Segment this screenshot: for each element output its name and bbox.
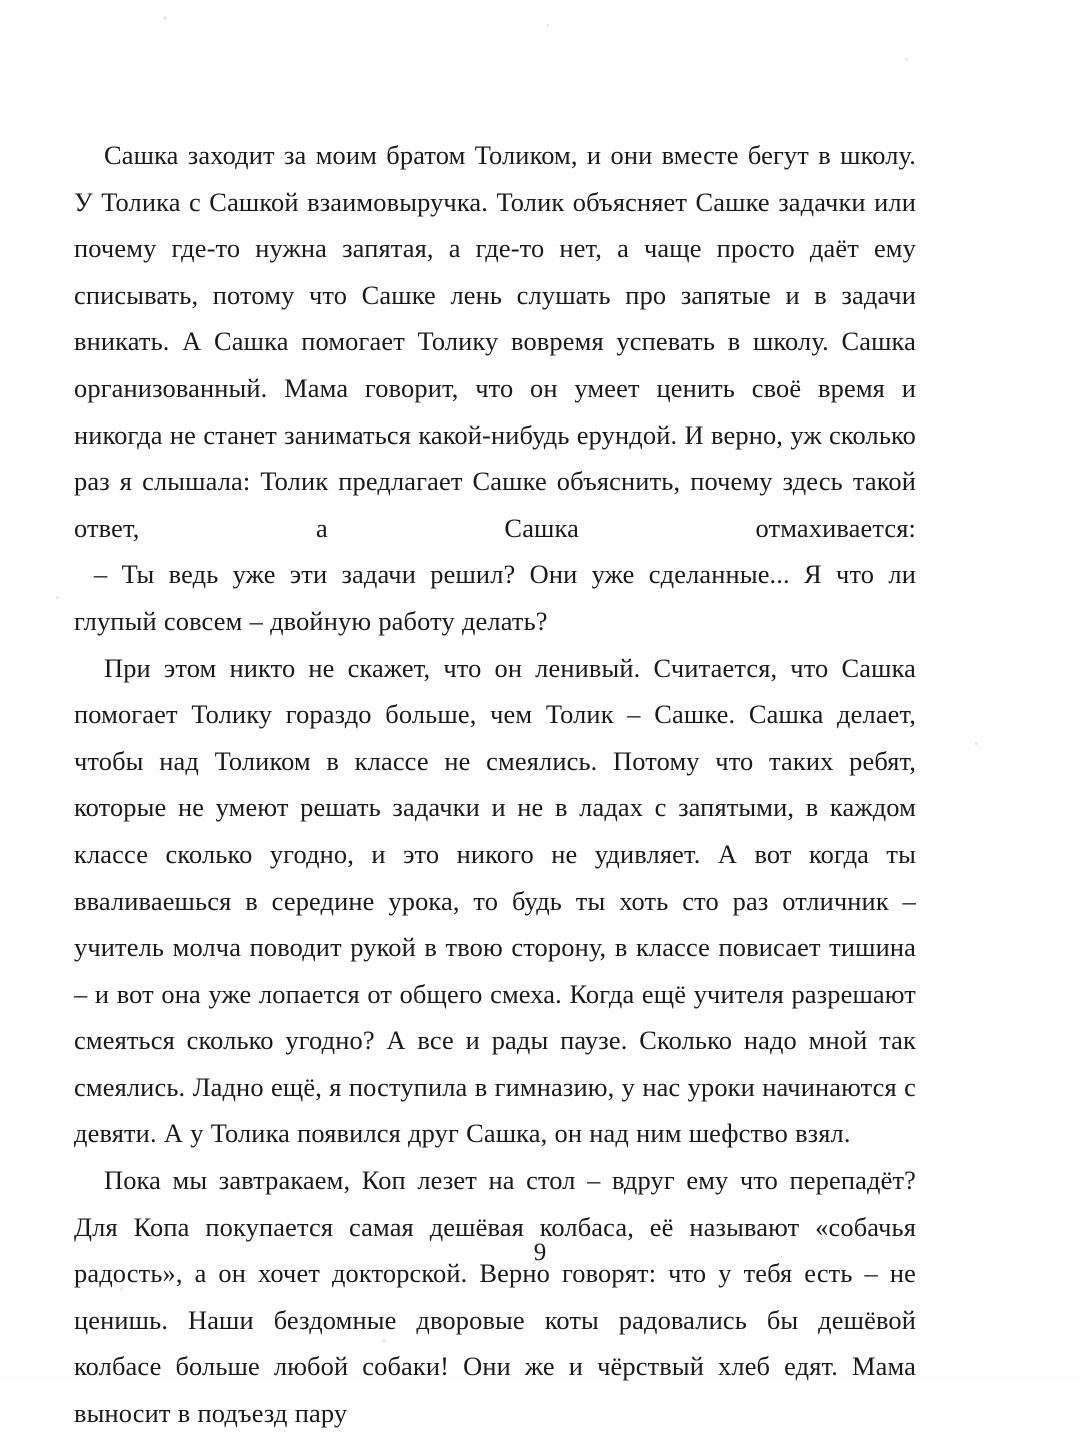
page-number: 9 [533, 1239, 547, 1266]
scan-speckle [975, 742, 978, 745]
paragraph-3: При этом никто не скажет, что он ленивый. Считается, что Сашка помогает Толику гораздо больше, чем Толик – Сашке. Сашка делает, чтобы над Толиком в классе не смеялись. Потому что таких ребят, которые не умеют решать задачки и не в ладах с запятыми, в каждом классе сколько угодно, и это никого не удивляет. А вот когда ты вваливаешься в середине урока, то будь ты хоть сто раз отличник – учитель молча поводит рукой в твою сторону, в классе повисает тишина – и вот она уже лопается от общего смеха. Когда ещё учителя разрешают смеяться сколько угодно? А все и рады паузе. Сколько надо мной так смеялись. Ладно ещё, я поступила в гимназию, у нас уроки начинаются с девяти. А у Толика появился друг Сашка, он над ним шефство взял. [74, 652, 916, 1149]
scan-speckle [163, 16, 167, 20]
paragraph-4: Пока мы завтракаем, Коп лезет на стол – вдруг ему что перепадёт? Для Копа покупается самая дешёвая колбаса, её называют «собачья радость», а он хочет докторской. Верно говорят: что у тебя есть – не ценишь. Наши бездомные дворовые коты радовались бы дешёвой колбасе больше любой собаки! Они же и чёрствый хлеб едят. Мама выносит в подъезд пару [74, 1165, 916, 1429]
paragraph-2-dialogue: – Ты ведь уже эти задачи решил? Они уже сделанные... Я что ли глупый совсем – двойную работу делать? [74, 559, 916, 636]
scan-speckle [546, 24, 549, 27]
paragraph-1: Сашка заходит за моим братом Толиком, и они вместе бегут в школу. У Толика с Сашкой взаимовыручка. Толик объясняет Сашке задачки или почему где-то нужна запятая, а где-то нет, а чаще просто даёт ему списывать, потому что Сашке лень слушать про запятые и в задачи вникать. А Сашка помогает Толику вовремя успевать в школу. Сашка организованный. Мама говорит, что он умеет ценить своё время и никогда не станет заниматься какой-нибудь ерундой. И верно, уж сколько раз я слышала: Толик предлагает Сашке объяснить, почему здесь такой ответ, а Сашка отмахивается: [74, 140, 916, 543]
scan-speckle [56, 596, 59, 599]
scan-speckle [905, 58, 908, 61]
